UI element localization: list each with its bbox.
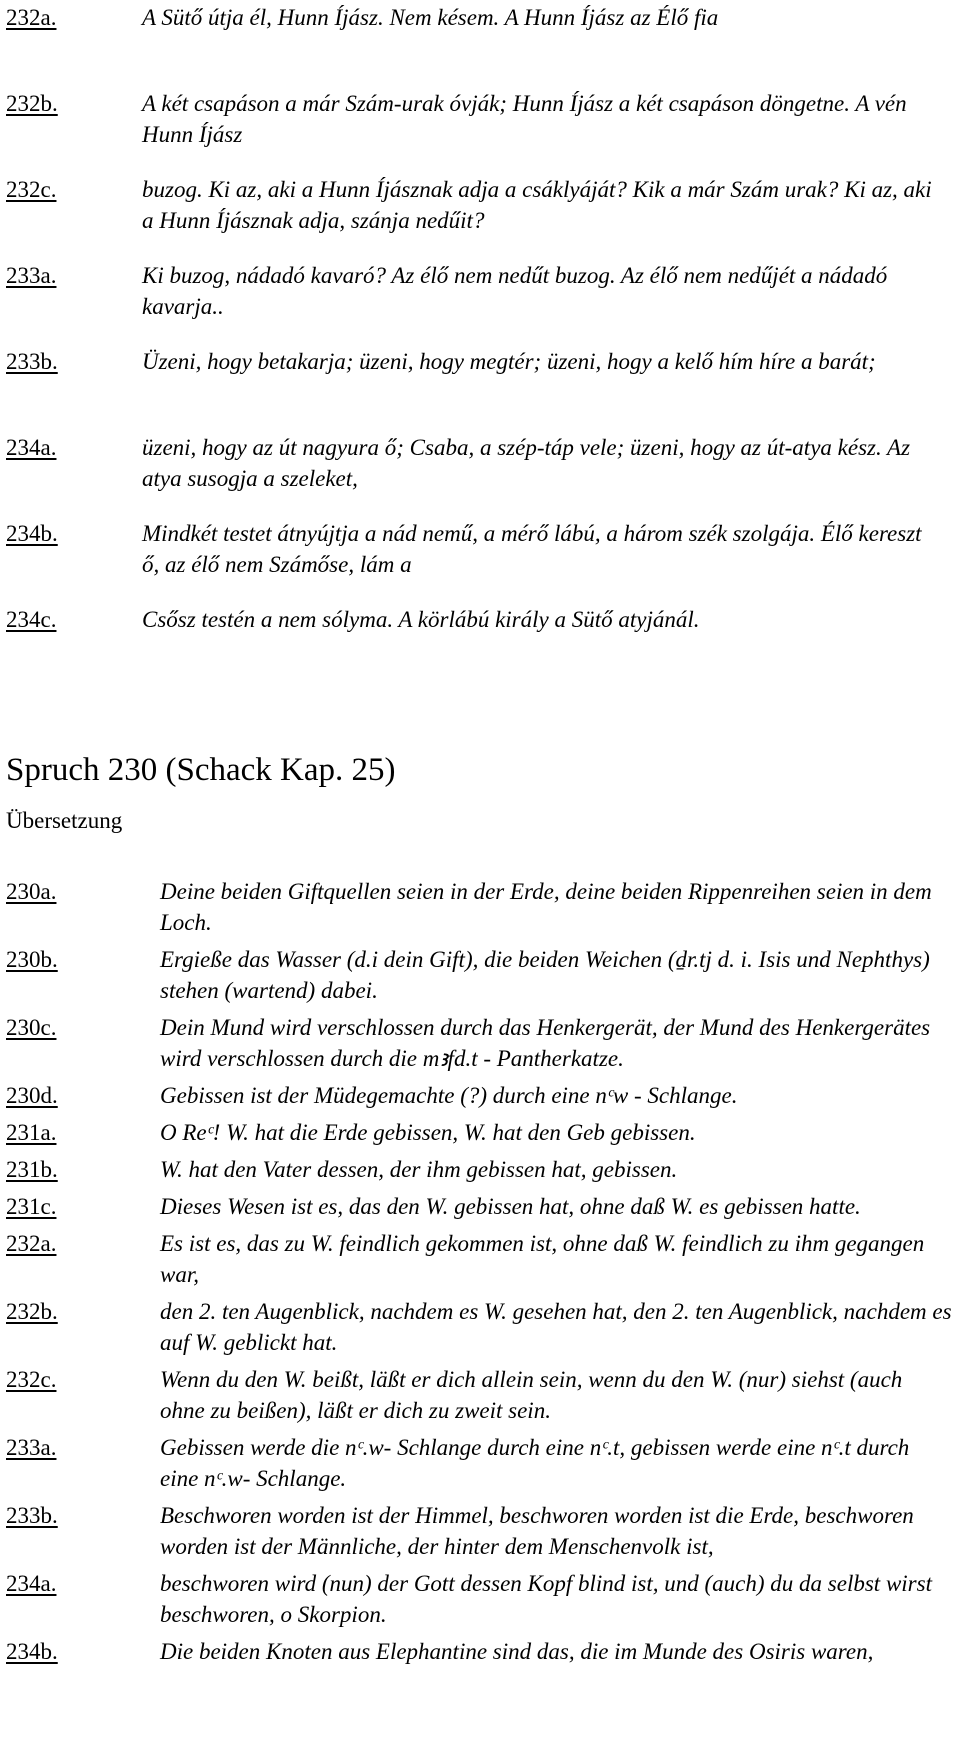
german-translation-section (0, 876, 960, 1673)
translation-text: O Reᶜ! W. hat die Erde gebissen, W. hat den Geb gebissen. (160, 1120, 696, 1145)
verse-number: 232c. (6, 1367, 57, 1392)
verse-number: 234c. (6, 607, 57, 632)
translation-row (0, 1012, 960, 1074)
translation-text: Dieses Wesen ist es, das den W. gebissen hat, ohne daß W. es gebissen hatte. (160, 1194, 861, 1219)
verse-number: 234a. (6, 1571, 57, 1596)
verse-number: 233a. (6, 1435, 57, 1460)
verse-number: 232b. (6, 1299, 58, 1324)
translation-text: W. hat den Vater dessen, der ihm gebissen hat, gebissen. (160, 1157, 678, 1182)
verse-row (0, 260, 960, 346)
translation-row (0, 1364, 960, 1426)
translation-text: den 2. ten Augenblick, nachdem es W. gesehen hat, den 2. ten Augenblick, nachdem es auf W. geblickt hat. (160, 1299, 952, 1355)
section-heading: Spruch 230 (Schack Kap. 25) (6, 752, 396, 788)
translation-row (0, 944, 960, 1006)
verse-number: 233a. (6, 263, 57, 288)
verse-number: 230a. (6, 879, 57, 904)
verse-number: 231c. (6, 1194, 57, 1219)
translation-text: Beschworen worden ist der Himmel, beschworen worden ist die Erde, beschworen worden ist der Männliche, der hinter dem Menschenvolk ist, (160, 1503, 914, 1559)
verse-number: 234b. (6, 1639, 58, 1664)
verse-row (0, 432, 960, 518)
verse-row (0, 88, 960, 174)
verse-text: Csősz testén a nem sólyma. A körlábú király a Sütő atyjánál. (142, 607, 700, 632)
translation-row (0, 1080, 960, 1111)
verse-number: 233b. (6, 349, 58, 374)
translation-row (0, 1191, 960, 1222)
translation-text: Deine beiden Giftquellen seien in der Erde, deine beiden Rippenreihen seien in dem Loch. (160, 879, 932, 935)
translation-row (0, 1568, 960, 1630)
translation-text: Gebissen ist der Müdegemachte (?) durch eine nᶜw - Schlange. (160, 1083, 738, 1108)
verse-number: 231b. (6, 1157, 58, 1182)
translation-text: Gebissen werde die nᶜ.w- Schlange durch eine nᶜ.t, gebissen werde eine nᶜ.t durch eine nᶜ.w- Schlange. (160, 1435, 910, 1491)
verse-number: 232c. (6, 177, 57, 202)
translation-text: Es ist es, das zu W. feindlich gekommen ist, ohne daß W. feindlich zu ihm gegangen war, (160, 1231, 925, 1287)
verse-text: buzog. Ki az, aki a Hunn Íjásznak adja a csáklyáját? Kik a már Szám urak? Ki az, aki a Hunn Íjásznak adja, szánja nedűit? (142, 177, 932, 233)
verse-number: 230d. (6, 1083, 58, 1108)
verse-row (0, 518, 960, 604)
translation-row (0, 1432, 960, 1494)
translation-text: Ergieße das Wasser (d.i dein Gift), die beiden Weichen (ḏr.tj d. i. Isis und Nephthys) stehen (wartend) dabei. (160, 947, 930, 1003)
verse-number: 230c. (6, 1015, 57, 1040)
verse-row (0, 174, 960, 260)
verse-text: Ki buzog, nádadó kavaró? Az élő nem nedűt buzog. Az élő nem nedűjét a nádadó kavarja.. (142, 263, 888, 319)
hungarian-verse-section (0, 2, 960, 664)
translation-text: Dein Mund wird verschlossen durch das Henkergerät, der Mund des Henkergerätes wird verschlossen durch die mꜣfd.t - Pantherkatze. (160, 1015, 931, 1071)
translation-row (0, 1154, 960, 1185)
translation-row (0, 1228, 960, 1290)
verse-number: 232a. (6, 5, 57, 30)
translation-text: Wenn du den W. beißt, läßt er dich allein sein, wenn du den W. (nur) siehst (auch ohne zu beißen), läßt er dich zu zweit sein. (160, 1367, 903, 1423)
verse-text: Mindkét testet átnyújtja a nád nemű, a mérő lábú, a három szék szolgája. Élő kereszt ő, az élő nem Számőse, lám a (142, 521, 922, 577)
verse-text: A Sütő útja él, Hunn Íjász. Nem késem. A Hunn Íjász az Élő fia (142, 5, 719, 30)
verse-number: 232a. (6, 1231, 57, 1256)
section-subheading: Übersetzung (6, 808, 123, 833)
verse-row (0, 604, 960, 664)
translation-text: Die beiden Knoten aus Elephantine sind das, die im Munde des Osiris waren, (160, 1639, 874, 1664)
verse-number: 233b. (6, 1503, 58, 1528)
verse-number: 234a. (6, 435, 57, 460)
translation-row (0, 1500, 960, 1562)
verse-number: 232b. (6, 91, 58, 116)
verse-number: 231a. (6, 1120, 57, 1145)
translation-text: beschworen wird (nun) der Gott dessen Kopf blind ist, und (auch) du da selbst wirst beschworen, o Skorpion. (160, 1571, 932, 1627)
verse-number: 234b. (6, 521, 58, 546)
verse-text: A két csapáson a már Szám-urak óvják; Hunn Íjász a két csapáson döngetne. A vén Hunn Íjász (142, 91, 907, 147)
translation-row (0, 1117, 960, 1148)
translation-row (0, 1636, 960, 1667)
verse-number: 230b. (6, 947, 58, 972)
verse-row (0, 2, 960, 88)
translation-row (0, 1296, 960, 1358)
verse-row (0, 346, 960, 432)
translation-row (0, 876, 960, 938)
verse-text: Üzeni, hogy betakarja; üzeni, hogy megtér; üzeni, hogy a kelő hím híre a barát; (142, 349, 876, 374)
verse-text: üzeni, hogy az út nagyura ő; Csaba, a szép-táp vele; üzeni, hogy az út-atya kész. Az atya susogja a szeleket, (142, 435, 911, 491)
